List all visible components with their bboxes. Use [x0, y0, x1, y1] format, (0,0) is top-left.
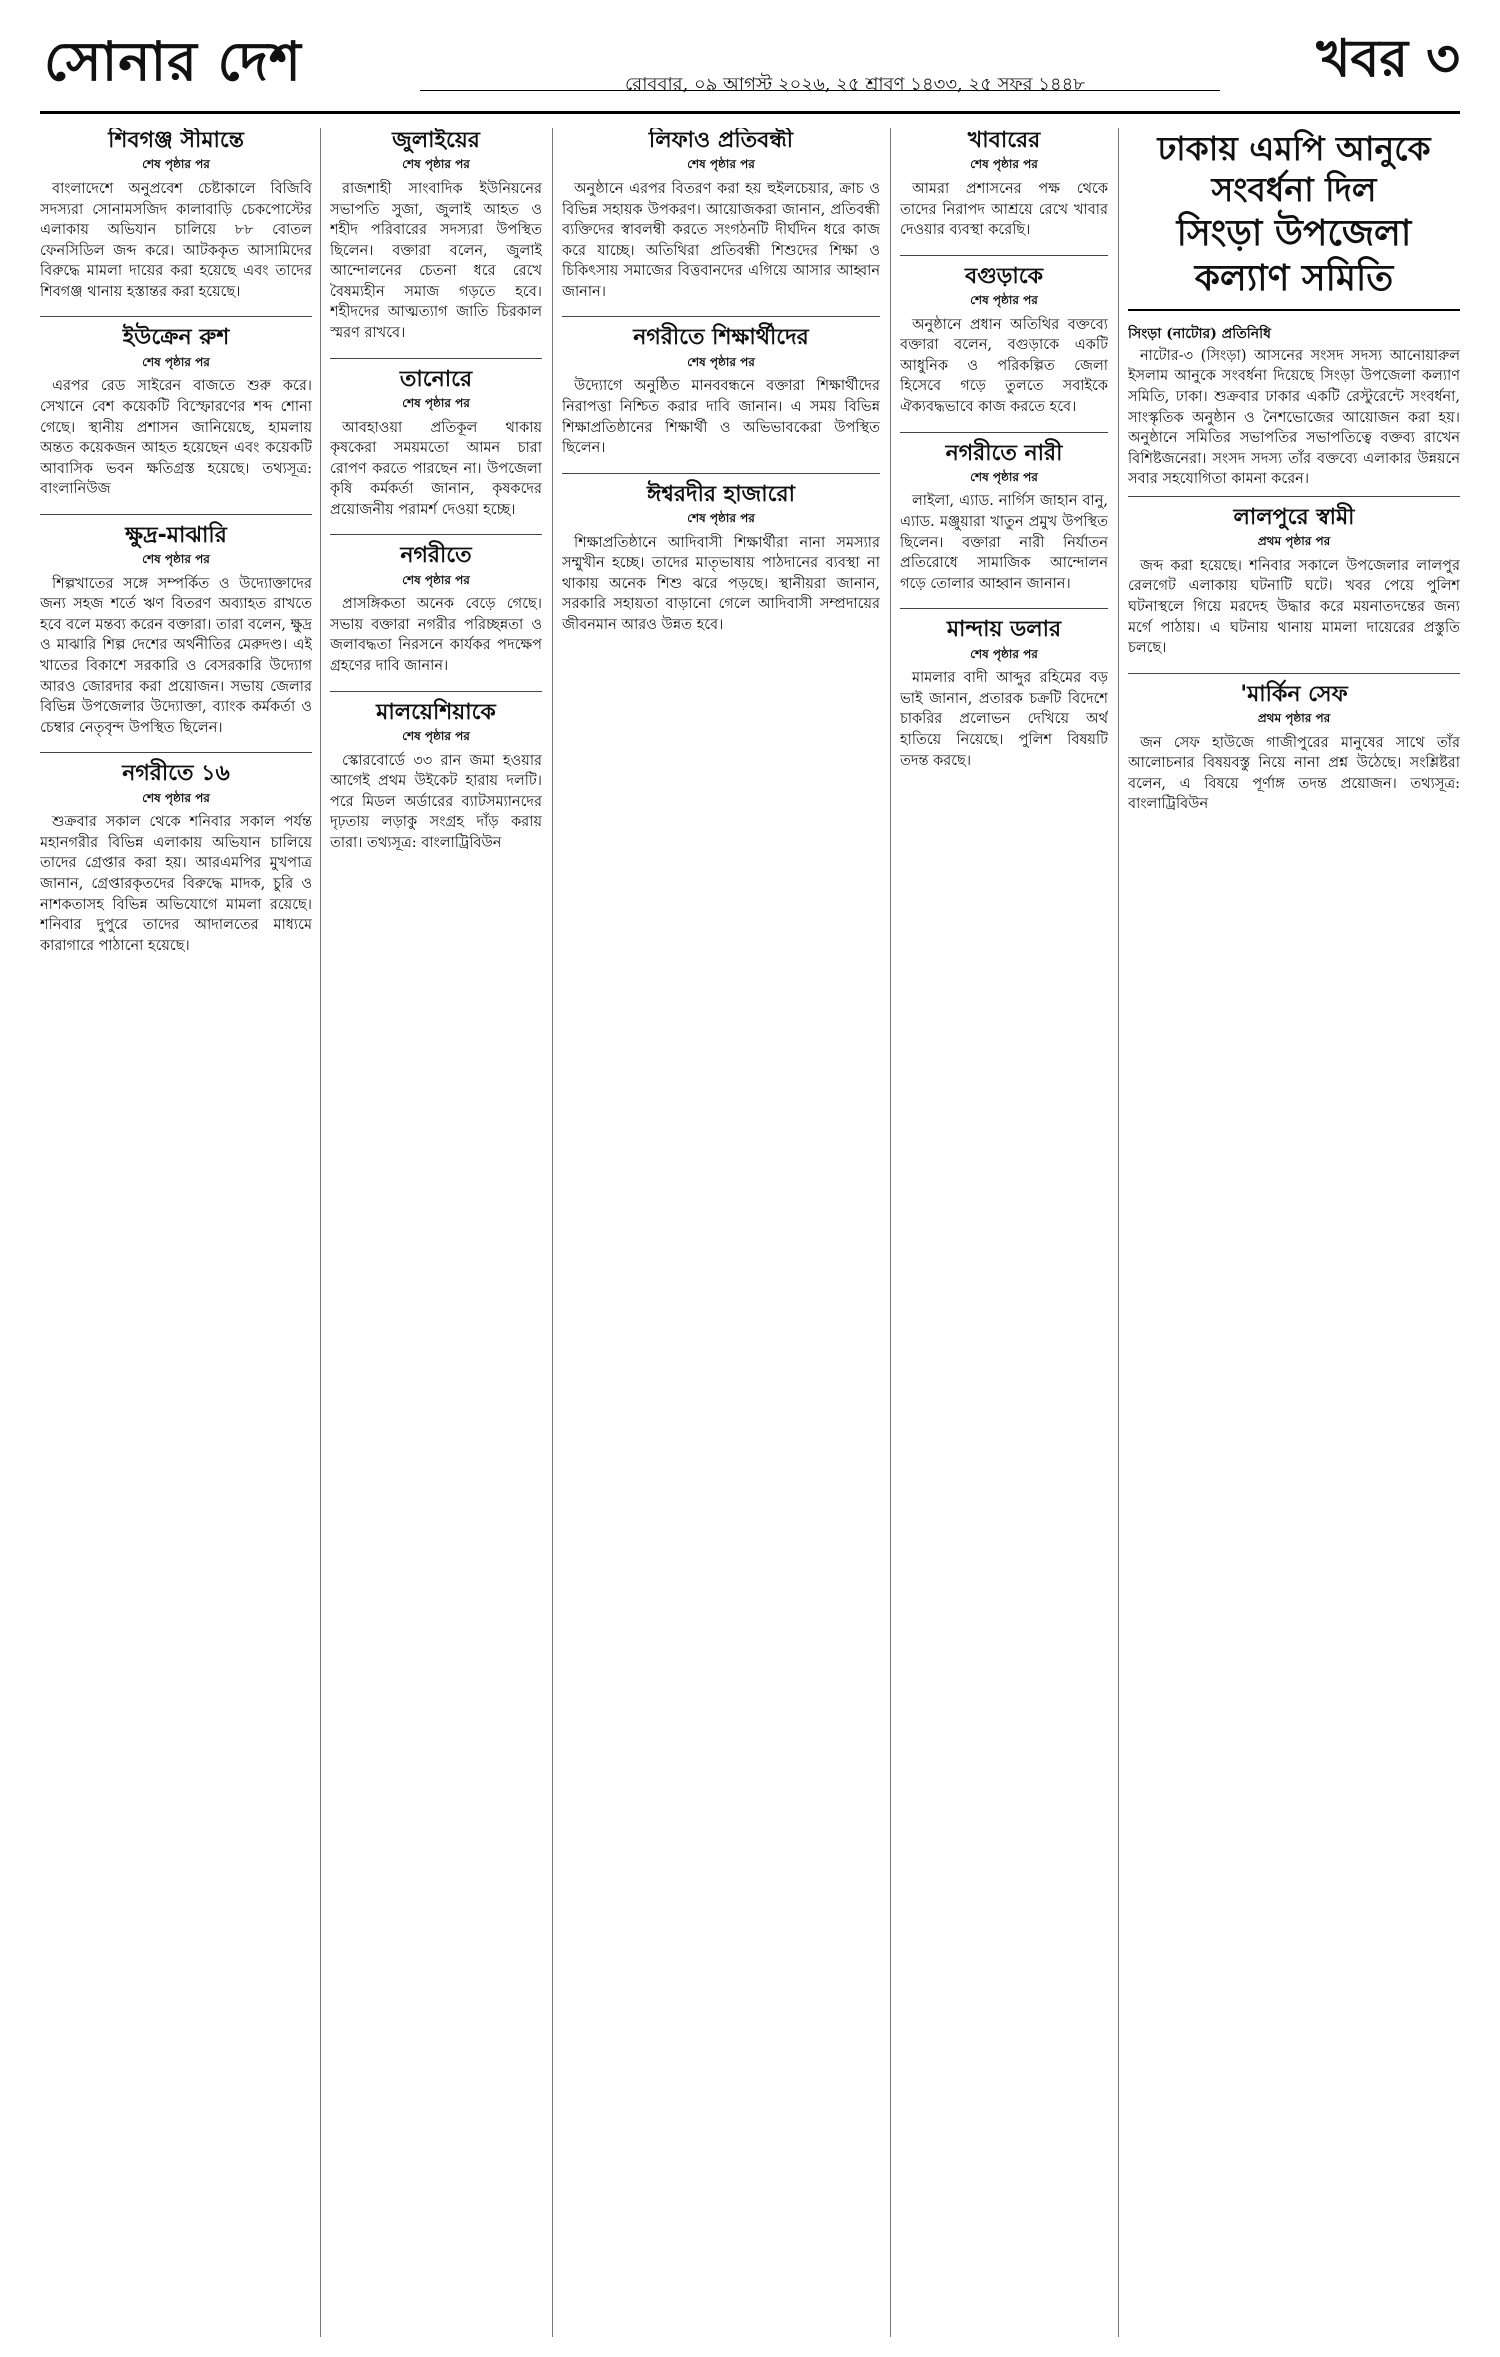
column-divider — [1118, 128, 1119, 2337]
story — [40, 523, 312, 739]
story — [562, 128, 880, 302]
story — [330, 543, 542, 676]
story-byline: সিংড়া (নাটোর) প্রতিনিধি — [1128, 325, 1271, 342]
story-body: রাজশাহী সাংবাদিক ইউনিয়নের সভাপতি সুজা, জুলাই আহত ও শহীদ পরিবারের সদস্যরা উপস্থিত ছিলেন। বক্তারা বলেন, জুলাই আন্দোলনের চেতনা ধরে রেখে বৈষম্যহীন সমাজ গড়তে হবে। শহীদদের আত্মত্যাগ জাতি চিরকাল স্মরণ রাখবে। — [330, 180, 542, 341]
story-body: আবহাওয়া প্রতিকূল থাকায় কৃষকেরা সময়মতো আমন চারা রোপণ করতে পারছেন না। উপজেলা কৃষি কর্মকর্তা জানান, কৃষকদের প্রয়োজনীয় পরামর্শ দেওয়া হচ্ছে। — [330, 419, 542, 518]
story-divider — [40, 316, 312, 317]
date-line: রোববার, ০৯ আগস্ট ২০২৬, ২৫ শ্রাবণ ১৪৩৩, ২৫ সফর ১৪৪৮ — [625, 74, 1085, 95]
story-body: শিল্পখাতের সঙ্গে সম্পর্কিত ও উদ্যোক্তাদের জন্য সহজ শর্তে ঋণ বিতরণ অব্যাহত রাখতে হবে বলে মন্তব্য করেন বক্তারা। তারা বলেন, ক্ষুদ্র ও মাঝারি শিল্প দেশের অর্থনীতির মেরুদণ্ড। এই খাতের বিকাশে সরকারি ও বেসরকারি উদ্যোগ আরও জোরদার করা প্রয়োজন। সভায় জেলার বিভিন্ন উপজেলার উদ্যোক্তা, ব্যাংক কর্মকর্তা ও চেম্বার নেতৃবৃন্দ উপস্থিত ছিলেন। — [40, 575, 312, 736]
story-body: বাংলাদেশে অনুপ্রবেশ চেষ্টাকালে বিজিবি সদস্যরা সোনামসজিদ কালাবাড়ি চেকপোস্টের এলাকায় অভিযান চালিয়ে ৮৮ বোতল ফেনসিডিল জব্দ করে। আটককৃত আসামিদের বিরুদ্ধে মামলা দায়ের করা হয়েছে এবং তাদের শিবগঞ্জ থানায় হস্তান্তর করা হয়েছে। — [40, 180, 312, 300]
column-divider — [552, 128, 553, 2337]
story-body: অনুষ্ঠানে এরপর বিতরণ করা হয় হুইলচেয়ার, ক্রাচ ও বিভিন্ন সহায়ক উপকরণ। আয়োজকরা জানান, প্রতিবন্ধী ব্যক্তিদের স্বাবলম্বী করতে সংগঠনটি দীর্ঘদিন ধরে কাজ করে যাচ্ছে। অতিথিরা প্রতিবন্ধী শিশুদের শিক্ষা ও চিকিৎসায় সমাজের বিত্তবানদের এগিয়ে আসার আহ্বান জানান। — [562, 180, 880, 300]
story-headline: মালয়েশিয়াকে — [376, 699, 496, 725]
story-divider — [900, 255, 1108, 256]
story-headline: নগরীতে শিক্ষার্থীদের — [633, 325, 809, 351]
story-body: আমরা প্রশাসনের পক্ষ থেকে তাদের নিরাপদ আশ্রয়ে রেখে খাবার দেওয়ার ব্যবস্থা করেছি। — [900, 180, 1108, 239]
story-headline: ক্ষুদ্র-মাঝারি — [125, 522, 227, 548]
story — [900, 264, 1108, 418]
story-body: মামলার বাদী আব্দুর রহিমের বড় ভাই জানান, প্রতারক চক্রটি বিদেশে চাকরির প্রলোভন দেখিয়ে অর্থ হাতিয়ে নিয়েছে। পুলিশ বিষয়টি তদন্ত করছে। — [900, 670, 1108, 769]
story-body: নাটোর-৩ (সিংড়া) আসনের সংসদ সদস্য আনোয়ারুল ইসলাম আনুকে সংবর্ধনা দিয়েছে সিংড়া উপজেলা কল্যাণ সমিতি, ঢাকা। শুক্রবার ঢাকার একটি রেস্টুরেন্টে সংবর্ধনা, সাংস্কৃতিক অনুষ্ঠান ও নৈশভোজের আয়োজন করা হয়। অনুষ্ঠানে সমিতির সভাপতির সভাপতিত্বে বক্তব্য রাখেন বিশিষ্টজনেরা। সংসদ সদস্য তাঁর বক্তব্যে এলাকার উন্নয়নে সবার সহযোগিতা কামনা করেন। — [1128, 347, 1460, 488]
story-kicker: প্রথম পৃষ্ঠার পর — [1257, 711, 1331, 726]
story-kicker: শেষ পৃষ্ঠার পর — [970, 469, 1038, 484]
story-kicker: শেষ পৃষ্ঠার পর — [970, 293, 1038, 308]
column-divider — [320, 128, 321, 2337]
story-kicker: শেষ পৃষ্ঠার পর — [142, 552, 210, 567]
column-4 — [900, 128, 1108, 2337]
section-label: খবর ৩ — [1316, 28, 1460, 89]
story-body: জব্দ করা হয়েছে। শনিবার সকালে উপজেলার লালপুর রেলগেট এলাকায় ঘটনাটি ঘটে। খবর পেয়ে পুলিশ ঘটনাস্থলে গিয়ে মরদেহ উদ্ধার করে ময়নাতদন্তের জন্য মর্গে পাঠায়। এ ঘটনায় থানায় মামলা দায়েরের প্রস্তুতি চলছে। — [1128, 557, 1460, 657]
story-divider — [330, 534, 542, 535]
column-5 — [1128, 128, 1460, 2337]
story-divider — [40, 752, 312, 753]
story-body: এরপর রেড সাইরেন বাজতে শুরু করে। সেখানে বেশ কয়েকটি বিস্ফোরণের শব্দ শোনা গেছে। স্থানীয় প্রশাসন জানিয়েছে, হামলায় অন্তত কয়েকজন আহত হয়েছেন এবং কয়েকটি আবাসিক ভবন ক্ষতিগ্রস্ত হয়েছে। তথ্যসূত্র: বাংলানিউজ — [40, 378, 312, 498]
story-headline: নগরীতে ১৬ — [122, 761, 230, 787]
story — [40, 761, 312, 956]
story — [1128, 682, 1460, 815]
story-headline: শিবগঞ্জ সীমান্তে — [108, 128, 244, 153]
story — [900, 128, 1108, 241]
newspaper-name: সোনার দেশ — [44, 29, 302, 93]
lead-headline-line2: সিংড়া উপজেলা কল্যাণ সমিতি — [1176, 212, 1412, 299]
story-headline: নগরীতে — [400, 543, 472, 569]
story-headline: জুলাইয়ের — [392, 128, 480, 153]
story-body: উদ্যোগে অনুষ্ঠিত মানববন্ধনে বক্তারা শিক্ষার্থীদের নিরাপত্তা নিশ্চিত করার দাবি জানান। এ সময় বিভিন্ন শিক্ষাপ্রতিষ্ঠানের শিক্ষার্থী ও অভিভাবকেরা উপস্থিত ছিলেন। — [562, 378, 880, 457]
story-headline: মান্দায় ডলার — [946, 617, 1062, 643]
story — [1128, 505, 1460, 659]
lead-headline — [1128, 128, 1460, 301]
story-kicker: শেষ পৃষ্ঠার পর — [402, 572, 470, 587]
story-body: স্কোরবোর্ডে ৩৩ রান জমা হওয়ার আগেই প্রথম উইকেট হারায় দলটি। পরে মিডল অর্ডারের ব্যাটসম্যানদের দৃঢ়তায় লড়াকু সংগ্রহ দাঁড় করায় তারা। তথ্যসূত্র: বাংলাট্রিবিউন — [330, 752, 542, 851]
story-headline: তানোরে — [399, 366, 473, 392]
story — [330, 128, 542, 344]
story-body: অনুষ্ঠানে প্রধান অতিথির বক্তব্যে বক্তারা বলেন, বগুড়াকে একটি আধুনিক ও পরিকল্পিত জেলা হিসেবে গড়ে তুলতে সবাইকে ঐক্যবদ্ধভাবে কাজ করতে হবে। — [900, 316, 1108, 415]
story-headline: ঈশ্বরদীর হাজারো — [647, 481, 795, 507]
lead-headline-line1: ঢাকায় এমপি আনুকে সংবর্ধনা দিল — [1157, 129, 1431, 210]
story-kicker: শেষ পৃষ্ঠার পর — [402, 157, 470, 172]
story — [900, 617, 1108, 771]
story-divider — [900, 432, 1108, 433]
story-divider — [562, 316, 880, 317]
story-headline: খাবারের — [967, 128, 1041, 153]
masthead — [40, 18, 1460, 114]
story-kicker: শেষ পৃষ্ঠার পর — [970, 157, 1038, 172]
story-body: শিক্ষাপ্রতিষ্ঠানে আদিবাসী শিক্ষার্থীরা নানা সমস্যার সম্মুখীন হচ্ছে। তাদের মাতৃভাষায় পাঠদানের ব্যবস্থা না থাকায় অনেক শিশু ঝরে পড়ছে। স্থানীয়রা জানান, সরকারি সহায়তা বাড়ানো গেলে আদিবাসী সম্প্রদায়ের জীবনমান আরও উন্নত হবে। — [562, 534, 880, 633]
column-2 — [330, 128, 542, 2337]
story-divider — [1128, 673, 1460, 674]
story — [562, 482, 880, 636]
story-kicker: শেষ পৃষ্ঠার পর — [142, 354, 210, 369]
story-divider — [900, 608, 1108, 609]
story-kicker: শেষ পৃষ্ঠার পর — [687, 354, 755, 369]
story-headline: লিফাও প্রতিবন্ধী — [648, 128, 794, 153]
story-body: প্রাসঙ্গিকতা অনেক বেড়ে গেছে। সভায় বক্তারা নগরীর পরিচ্ছন্নতা ও জলাবদ্ধতা নিরসনে কার্যকর পদক্ষেপ গ্রহণের দাবি জানান। — [330, 596, 542, 675]
story-kicker: শেষ পৃষ্ঠার পর — [142, 157, 210, 172]
story-kicker: শেষ পৃষ্ঠার পর — [687, 511, 755, 526]
story-headline: নগরীতে নারী — [945, 440, 1063, 466]
story — [330, 367, 542, 521]
column-1 — [40, 128, 312, 2337]
story-kicker: শেষ পৃষ্ঠার পর — [687, 157, 755, 172]
story-body: জন সেফ হাউজে গাজীপুরের মানুষের সাথে তাঁর আলোচনার বিষয়বস্তু নিয়ে নানা প্রশ্ন উঠেছে। সংশ্লিষ্টরা বলেন, এ বিষয়ে পূর্ণাঙ্গ তদন্ত প্রয়োজন। তথ্যসূত্র: বাংলাট্রিবিউন — [1128, 734, 1460, 813]
story-kicker: শেষ পৃষ্ঠার পর — [402, 729, 470, 744]
story-body: শুক্রবার সকাল থেকে শনিবার সকাল পর্যন্ত মহানগরীর বিভিন্ন এলাকায় অভিযান চালিয়ে তাদের গ্রেপ্তার করা হয়। আরএমপির মুখপাত্র জানান, গ্রেপ্তারকৃতদের বিরুদ্ধে মাদক, চুরি ও নাশকতাসহ বিভিন্ন অভিযোগে মামলা রয়েছে। শনিবার দুপুরে তাদের আদালতের মাধ্যমে কারাগারে পাঠানো হয়েছে। — [40, 814, 312, 954]
story-kicker: শেষ পৃষ্ঠার পর — [402, 395, 470, 410]
story-kicker: শেষ পৃষ্ঠার পর — [142, 790, 210, 805]
story-headline: ইউক্রেন রুশ — [122, 325, 230, 351]
story-divider — [1128, 496, 1460, 497]
story — [562, 325, 880, 458]
column-3 — [562, 128, 880, 2337]
story-headline: লালপুরে স্বামী — [1233, 504, 1355, 530]
story — [900, 441, 1108, 595]
lead-story — [1128, 128, 1460, 311]
column-divider — [890, 128, 891, 2337]
story — [330, 700, 542, 854]
story-headline: বগুড়াকে — [964, 263, 1044, 289]
story-body: লাইলা, এ্যাড. নার্গিস জাহান বানু, এ্যাড. মঞ্জুয়ারা খাতুন প্রমুখ উপস্থিত ছিলেন। বক্তারা নারী নির্যাতন প্রতিরোধে সামাজিক আন্দোলন গড়ে তোলার আহ্বান জানান। — [900, 493, 1108, 592]
story-divider — [330, 358, 542, 359]
story-divider — [562, 473, 880, 474]
story-divider — [40, 514, 312, 515]
story-kicker: প্রথম পৃষ্ঠার পর — [1257, 534, 1331, 549]
story-divider — [330, 691, 542, 692]
story — [40, 325, 312, 499]
story-kicker: শেষ পৃষ্ঠার পর — [970, 646, 1038, 661]
story-headline: 'মার্কিন সেফ — [1240, 681, 1348, 707]
story — [40, 128, 312, 302]
